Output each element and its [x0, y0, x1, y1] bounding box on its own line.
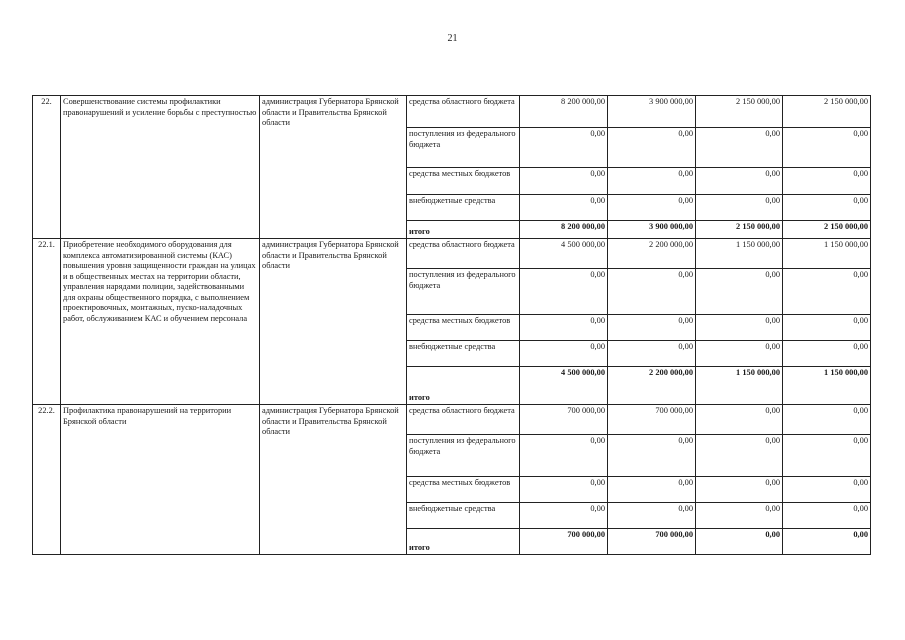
funding-source: поступления из федерального бюджета [407, 269, 520, 315]
total-amount: 700 000,00 [608, 529, 696, 555]
amount-cell: 0,00 [783, 503, 871, 529]
amount-cell: 0,00 [783, 195, 871, 221]
total-amount: 1 150 000,00 [783, 367, 871, 405]
amount-cell: 0,00 [608, 195, 696, 221]
budget-table [32, 95, 871, 555]
amount-cell: 700 000,00 [520, 405, 608, 435]
total-amount: 2 200 000,00 [608, 367, 696, 405]
amount-cell: 0,00 [520, 128, 608, 168]
amount-cell: 0,00 [696, 168, 783, 195]
amount-cell: 3 900 000,00 [608, 96, 696, 128]
amount-cell: 0,00 [783, 168, 871, 195]
executor: администрация Губернатора Брянской области и Правительства Брянской области [260, 239, 407, 405]
funding-source: средства областного бюджета [407, 239, 520, 269]
amount-cell: 0,00 [608, 269, 696, 315]
amount-cell: 0,00 [783, 341, 871, 367]
total-label: итого [407, 529, 520, 555]
amount-cell: 0,00 [608, 315, 696, 341]
amount-cell: 0,00 [520, 503, 608, 529]
executor: администрация Губернатора Брянской области и Правительства Брянской области [260, 96, 407, 239]
activity-name: Совершенствование системы профилактики правонарушений и усиление борьбы с преступностью [61, 96, 260, 239]
amount-cell: 0,00 [696, 269, 783, 315]
amount-cell: 0,00 [696, 315, 783, 341]
amount-cell: 0,00 [520, 269, 608, 315]
total-amount: 0,00 [783, 529, 871, 555]
amount-cell: 0,00 [696, 128, 783, 168]
amount-cell: 0,00 [696, 341, 783, 367]
total-amount: 4 500 000,00 [520, 367, 608, 405]
amount-cell: 8 200 000,00 [520, 96, 608, 128]
amount-cell: 0,00 [608, 341, 696, 367]
amount-cell: 1 150 000,00 [696, 239, 783, 269]
total-amount: 2 150 000,00 [696, 221, 783, 239]
amount-cell: 0,00 [783, 315, 871, 341]
table-row [33, 96, 871, 128]
total-amount: 0,00 [696, 529, 783, 555]
amount-cell: 700 000,00 [608, 405, 696, 435]
page-number: 21 [447, 33, 458, 44]
amount-cell: 0,00 [608, 477, 696, 503]
amount-cell: 0,00 [608, 503, 696, 529]
amount-cell: 0,00 [783, 405, 871, 435]
table-row [33, 239, 871, 269]
amount-cell: 0,00 [783, 477, 871, 503]
funding-source: средства местных бюджетов [407, 315, 520, 341]
funding-source: средства местных бюджетов [407, 168, 520, 195]
section-number: 22. [33, 96, 61, 239]
funding-source: внебюджетные средства [407, 341, 520, 367]
amount-cell: 0,00 [696, 477, 783, 503]
total-amount: 8 200 000,00 [520, 221, 608, 239]
amount-cell: 0,00 [783, 128, 871, 168]
amount-cell: 0,00 [520, 168, 608, 195]
funding-source: средства местных бюджетов [407, 477, 520, 503]
amount-cell: 0,00 [608, 168, 696, 195]
funding-source: средства областного бюджета [407, 405, 520, 435]
amount-cell: 0,00 [520, 195, 608, 221]
table-row [33, 405, 871, 435]
amount-cell: 0,00 [520, 315, 608, 341]
amount-cell: 0,00 [520, 341, 608, 367]
amount-cell: 0,00 [608, 128, 696, 168]
total-amount: 2 150 000,00 [783, 221, 871, 239]
amount-cell: 0,00 [696, 503, 783, 529]
amount-cell: 0,00 [696, 435, 783, 477]
amount-cell: 2 150 000,00 [783, 96, 871, 128]
total-amount: 700 000,00 [520, 529, 608, 555]
total-label: итого [407, 367, 520, 405]
funding-source: поступления из федерального бюджета [407, 128, 520, 168]
amount-cell: 2 150 000,00 [696, 96, 783, 128]
activity-name: Приобретение необходимого оборудования для комплекса автоматизированной системы (КАС) повышения уровня защищенности граждан на улицах и в общественных местах на территории области, управления нарядами полиции, задействованными для охраны общественного порядка, с выполнением проектировочных, монтажных, пуско-наладочных работ, обслуживанием КАС и обучением персонала [61, 239, 260, 405]
funding-source: внебюджетные средства [407, 503, 520, 529]
total-amount: 3 900 000,00 [608, 221, 696, 239]
amount-cell: 0,00 [783, 269, 871, 315]
amount-cell: 0,00 [520, 477, 608, 503]
funding-source: внебюджетные средства [407, 195, 520, 221]
funding-source: поступления из федерального бюджета [407, 435, 520, 477]
total-amount: 1 150 000,00 [696, 367, 783, 405]
total-label: итого [407, 221, 520, 239]
executor: администрация Губернатора Брянской области и Правительства Брянской области [260, 405, 407, 555]
amount-cell: 4 500 000,00 [520, 239, 608, 269]
amount-cell: 0,00 [696, 195, 783, 221]
funding-source: средства областного бюджета [407, 96, 520, 128]
amount-cell: 2 200 000,00 [608, 239, 696, 269]
amount-cell: 0,00 [696, 405, 783, 435]
section-number: 22.2. [33, 405, 61, 555]
section-number: 22.1. [33, 239, 61, 405]
amount-cell: 0,00 [520, 435, 608, 477]
amount-cell: 0,00 [783, 435, 871, 477]
amount-cell: 1 150 000,00 [783, 239, 871, 269]
amount-cell: 0,00 [608, 435, 696, 477]
activity-name: Профилактика правонарушений на территории Брянской области [61, 405, 260, 555]
